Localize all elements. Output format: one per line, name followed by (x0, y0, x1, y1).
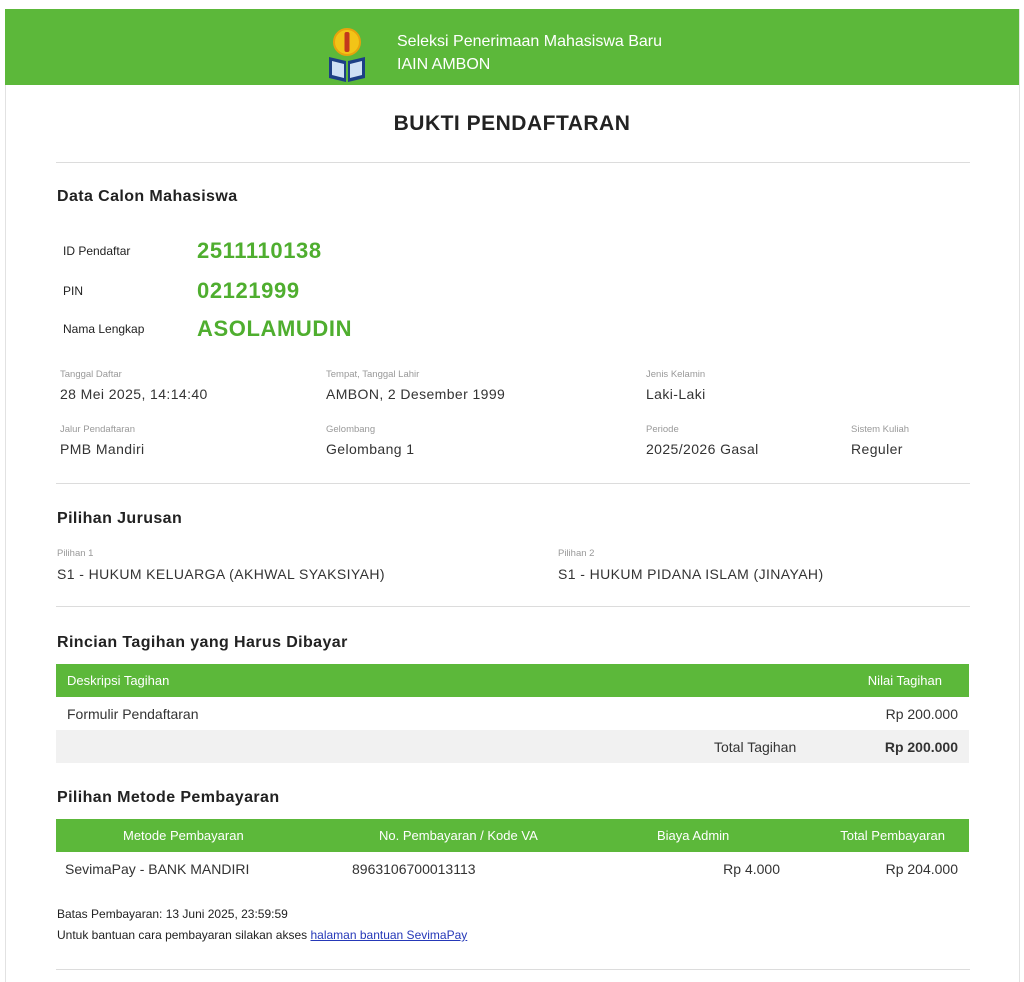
pembayaran-table (56, 819, 969, 885)
total-label: Total Tagihan (714, 739, 797, 755)
field-label: Tempat, Tanggal Lahir (326, 369, 420, 380)
nama-value: ASOLAMUDIN (197, 316, 353, 341)
pilihan-value: S1 - HUKUM PIDANA ISLAM (JINAYAH) (558, 566, 824, 582)
divider (56, 483, 970, 484)
pin-label: PIN (63, 284, 84, 298)
batas-pembayaran: Batas Pembayaran: 13 Juni 2025, 23:59:59 (57, 907, 288, 921)
pilihan-value: S1 - HUKUM KELUARGA (AKHWAL SYAKSIYAH) (57, 566, 385, 582)
table-total-row (56, 730, 969, 763)
id-pendaftar-label: ID Pendaftar (63, 244, 131, 258)
column-header: Metode Pembayaran (123, 828, 244, 843)
tagihan-desc: Formulir Pendaftaran (67, 706, 199, 722)
bantuan-text (57, 928, 467, 942)
kode-va-value: 8963106700013113 (352, 861, 476, 877)
pin-value: 02121999 (197, 278, 300, 303)
divider (56, 969, 970, 970)
bantuan-prefix: Untuk bantuan cara pembayaran silakan akses (57, 928, 311, 942)
divider (56, 606, 970, 607)
total-value: Rp 200.000 (884, 739, 958, 755)
column-header: Total Pembayaran (840, 828, 945, 843)
table-header (56, 819, 969, 852)
column-header: Nilai Tagihan (867, 673, 942, 688)
column-header: No. Pembayaran / Kode VA (379, 828, 538, 843)
field-value: Gelombang 1 (326, 441, 415, 457)
field-value: 28 Mei 2025, 14:14:40 (60, 386, 208, 402)
field-value: PMB Mandiri (60, 441, 145, 457)
pilihan-label: Pilihan 2 (558, 548, 595, 559)
column-header: Biaya Admin (657, 828, 730, 843)
tagihan-table (56, 664, 969, 763)
section-title-tagihan: Rincian Tagihan yang Harus Dibayar (57, 634, 348, 651)
header-text (397, 30, 662, 76)
biaya-admin-value: Rp 4.000 (723, 861, 780, 877)
field-label: Tanggal Daftar (60, 369, 122, 380)
nama-label: Nama Lengkap (63, 322, 145, 336)
section-title-pembayaran: Pilihan Metode Pembayaran (57, 789, 280, 806)
tagihan-nilai: Rp 200.000 (885, 706, 958, 722)
field-value: AMBON, 2 Desember 1999 (326, 386, 506, 402)
field-value: Reguler (851, 441, 903, 457)
metode-value: SevimaPay - BANK MANDIRI (65, 861, 250, 877)
page-title: BUKTI PENDAFTARAN (393, 112, 631, 135)
table-row (56, 852, 969, 885)
field-label: Jalur Pendaftaran (60, 424, 135, 435)
book-logo-icon (323, 26, 371, 84)
table-row (56, 697, 969, 730)
section-title-data-calon: Data Calon Mahasiswa (57, 188, 238, 205)
field-label: Gelombang (326, 424, 376, 435)
field-label: Jenis Kelamin (646, 369, 706, 380)
column-header: Deskripsi Tagihan (67, 673, 170, 688)
total-pembayaran-value: Rp 204.000 (885, 861, 958, 877)
field-value: Laki-Laki (646, 386, 706, 402)
header-subtitle: IAIN AMBON (397, 56, 491, 73)
field-value: 2025/2026 Gasal (646, 441, 759, 457)
field-label: Periode (646, 424, 679, 435)
divider (56, 162, 970, 163)
bantuan-link[interactable]: halaman bantuan SevimaPay (310, 928, 468, 942)
field-label: Sistem Kuliah (851, 424, 910, 435)
section-title-jurusan: Pilihan Jurusan (57, 510, 183, 527)
header-title: Seleksi Penerimaan Mahasiswa Baru (397, 33, 663, 50)
site-header (5, 9, 1019, 85)
table-header (56, 664, 969, 697)
pilihan-label: Pilihan 1 (57, 548, 94, 559)
id-pendaftar-value: 2511110138 (197, 238, 322, 263)
